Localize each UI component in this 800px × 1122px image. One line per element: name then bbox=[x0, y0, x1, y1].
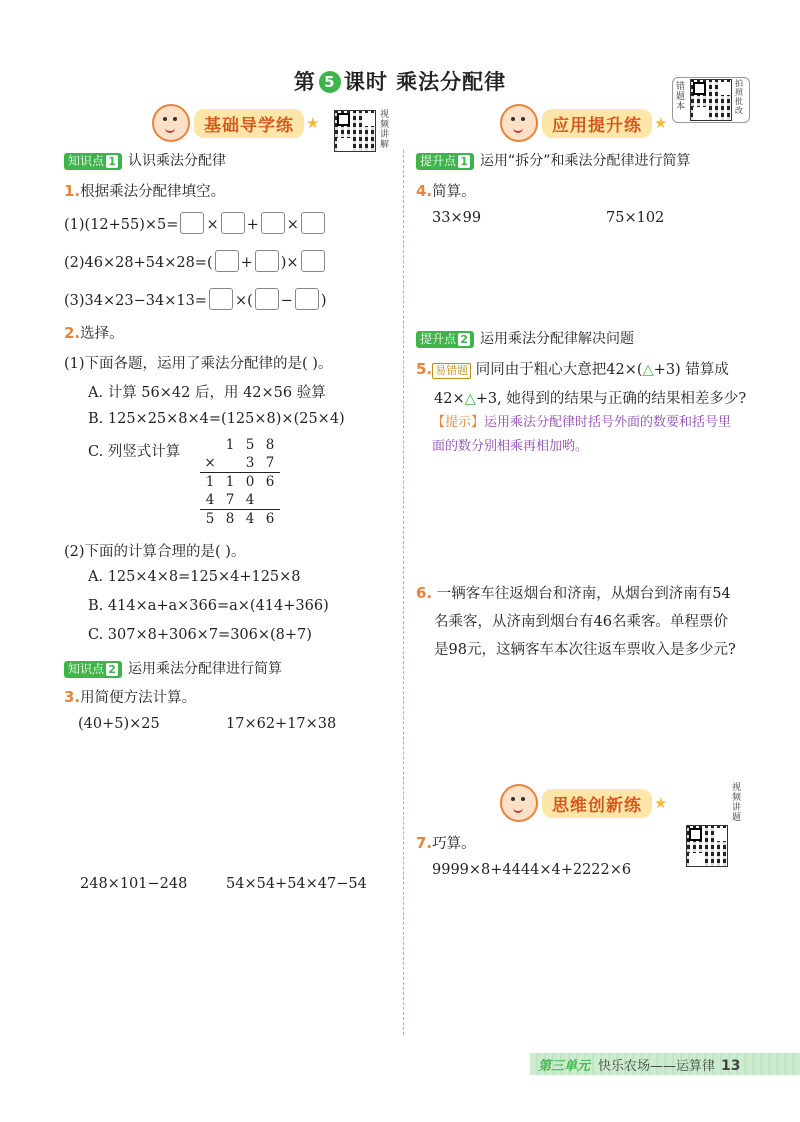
improvement-point-2: 提升点 2 运用乘法分配律解决问题 bbox=[416, 328, 634, 348]
star-icon: ★ bbox=[654, 794, 668, 812]
video-label: 视频讲解 bbox=[380, 110, 390, 150]
q2-option-a2[interactable]: A. 125×4×8=125×4+125×8 bbox=[88, 569, 301, 585]
footer bbox=[538, 1055, 741, 1074]
q5-hint: 【提示】运用乘法分配律时括号外面的数要和括号里 面的数分别相乘再相加哟。 bbox=[432, 415, 732, 454]
answer-box[interactable] bbox=[255, 288, 279, 310]
lesson-number: 5 bbox=[319, 71, 341, 93]
section-banner-basic: 基础导学练 ★ bbox=[152, 108, 319, 138]
question-2: 2.选择。 bbox=[64, 324, 124, 342]
vertical-calculation: 1 5 8 × 3 7 1 1 0 6 4 7 4 5 8 4 6 bbox=[200, 436, 280, 528]
unit-title: 快乐农场——运算律 bbox=[598, 1059, 716, 1074]
knowledge-point-2: 知识点 2 运用乘法分配律进行简算 bbox=[64, 658, 282, 678]
answer-box[interactable] bbox=[209, 288, 233, 310]
page-number: 13 bbox=[721, 1058, 741, 1074]
improvement-point-1: 提升点 1 运用“拆分”和乘法分配律进行简算 bbox=[416, 150, 691, 170]
q1-line-2: (2)46×28+54×28=( + )× bbox=[64, 250, 327, 272]
q6-line-2: 名乘客，从济南到烟台有46名乘客。单程票价 bbox=[434, 614, 728, 630]
triangle-icon: △ bbox=[464, 391, 476, 407]
section-banner-applied: 应用提升练 ★ bbox=[500, 108, 667, 138]
knowledge-point-1: 知识点 1 认识乘法分配律 bbox=[64, 150, 226, 170]
q3-expr-3: 248×101−248 bbox=[80, 876, 188, 892]
column-divider bbox=[403, 150, 404, 1035]
q3-expr-2: 17×62+17×38 bbox=[226, 716, 337, 732]
unit-label: 第三单元 bbox=[538, 1059, 591, 1074]
video-label: 视频讲题 bbox=[732, 783, 742, 823]
qr-code-icon[interactable] bbox=[334, 110, 376, 152]
q2-sub-2: (2)下面的计算合理的是( )。 bbox=[64, 544, 246, 560]
mascot-icon bbox=[500, 104, 538, 142]
q2-option-c2[interactable]: C. 307×8+306×7=306×(8+7) bbox=[88, 627, 312, 643]
error-book-label: 错题本 bbox=[676, 82, 686, 112]
error-book-badge[interactable] bbox=[672, 77, 750, 123]
qr-code-icon[interactable] bbox=[686, 825, 728, 867]
q7-expr: 9999×8+4444×4+2222×6 bbox=[432, 862, 632, 878]
q2-option-b[interactable]: B. 125×25×8×4=(125×8)×(25×4) bbox=[88, 411, 345, 427]
q2-option-c[interactable]: C. 列竖式计算 bbox=[88, 444, 181, 460]
q3-expr-1: (40+5)×25 bbox=[78, 716, 160, 732]
question-6: 6. 一辆客车往返烟台和济南，从烟台到济南有54 bbox=[416, 584, 731, 602]
answer-box[interactable] bbox=[255, 250, 279, 272]
star-icon: ★ bbox=[654, 114, 668, 132]
question-5: 5. 易错题 同同由于粗心大意把42×(△+3) 错算成 bbox=[416, 360, 729, 378]
q4-expr-2: 75×102 bbox=[606, 210, 665, 226]
error-prone-badge: 易错题 bbox=[432, 363, 471, 379]
answer-box[interactable] bbox=[180, 212, 204, 234]
section-banner-creative: 思维创新练 ★ bbox=[500, 788, 667, 818]
qr-code-icon[interactable] bbox=[690, 79, 732, 121]
answer-box[interactable] bbox=[301, 250, 325, 272]
question-1: 1.根据乘法分配律填空。 bbox=[64, 182, 226, 200]
star-icon: ★ bbox=[306, 114, 320, 132]
question-7: 7.巧算。 bbox=[416, 834, 476, 852]
answer-box[interactable] bbox=[221, 212, 245, 234]
photo-correct-label: 拍照批改 bbox=[735, 79, 743, 115]
answer-box[interactable] bbox=[301, 212, 325, 234]
q3-expr-4: 54×54+54×47−54 bbox=[226, 876, 367, 892]
question-3: 3.用简便方法计算。 bbox=[64, 688, 197, 706]
page-title: 第 5 课时 乘法分配律 bbox=[293, 70, 507, 94]
mascot-icon bbox=[152, 104, 190, 142]
q2-option-a[interactable]: A. 计算 56×42 后，用 42×56 验算 bbox=[88, 385, 326, 401]
question-4: 4.简算。 bbox=[416, 182, 476, 200]
q1-line-1: (1)(12+55)×5= × + × bbox=[64, 212, 327, 234]
triangle-icon: △ bbox=[642, 362, 654, 378]
mascot-icon bbox=[500, 784, 538, 822]
q2-option-b2[interactable]: B. 414×a+a×366=a×(414+366) bbox=[88, 598, 329, 614]
answer-box[interactable] bbox=[215, 250, 239, 272]
q1-line-3: (3)34×23−34×13= ×( − ) bbox=[64, 288, 327, 310]
q2-sub-1: (1)下面各题，运用了乘法分配律的是( )。 bbox=[64, 356, 333, 372]
answer-box[interactable] bbox=[261, 212, 285, 234]
answer-box[interactable] bbox=[295, 288, 319, 310]
q6-line-3: 是98元，这辆客车本次往返车票收入是多少元? bbox=[434, 642, 736, 658]
q5-line-2: 42×△+3, 她得到的结果与正确的结果相差多少? bbox=[434, 391, 747, 407]
q4-expr-1: 33×99 bbox=[432, 210, 482, 226]
